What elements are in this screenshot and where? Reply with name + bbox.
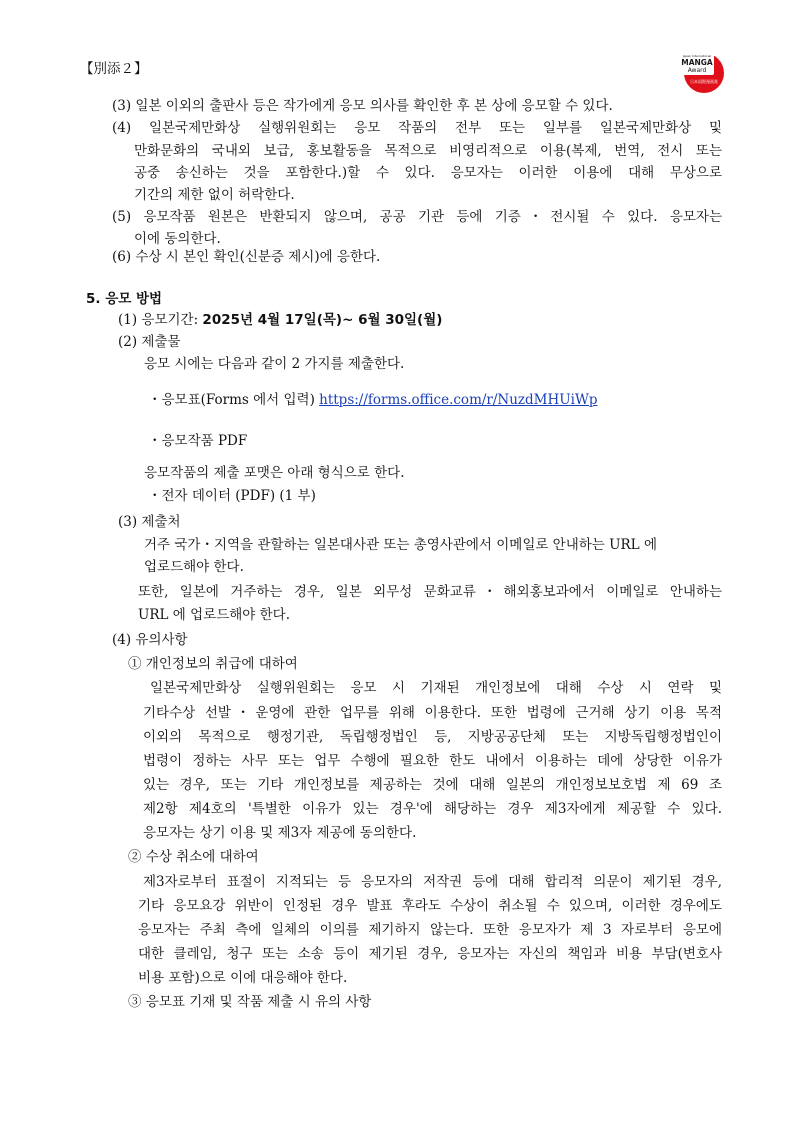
application-period-value: 2025년 4월 17일(목)~ 6월 30일(월) (202, 312, 443, 328)
pdf-item: ・응모작품 PDF (148, 433, 248, 449)
manga-award-logo-icon (676, 44, 726, 94)
note-1-line-4: 법령이 정하는 사무 또는 업무 수행에 필요한 한도 내에서 이용하는 데에 상당한 이유가 (143, 753, 722, 769)
destination-line-2: 업로드해야 한다. (144, 559, 244, 575)
notes-label: (4) 유의사항 (112, 632, 188, 648)
note-2-line-2: 기타 응모요강 위반이 인정된 경우 발표 후라도 수상이 취소될 수 있으며, 이러한 경우에도 (138, 898, 722, 914)
note-2-title: ② 수상 취소에 대하여 (128, 849, 259, 865)
note-2-line-5: 비용 포함)으로 이에 대응해야 한다. (138, 970, 348, 986)
note-1-line-2: 기타수상 선발・운영에 관한 업무를 위해 이용한다. 또한 법령에 근거해 상기 이용 목적 (143, 705, 722, 721)
attachment-label: 【別添２】 (80, 61, 148, 77)
application-period (118, 310, 442, 330)
condition-4-line-2: 만화문화의 국내외 보급, 홍보활동을 목적으로 비영리적으로 이용(복제, 번역, 전시 또는 (134, 143, 722, 159)
condition-6: (6) 수상 시 본인 확인(신분증 제시)에 응한다. (112, 249, 381, 265)
destination-line-4: URL 에 업로드해야 한다. (138, 607, 290, 623)
logo-text-award: Award (687, 67, 707, 74)
form-item-label: ・응모표(Forms 에서 입력) (148, 392, 320, 408)
application-period-label: (1) 응모기간: (118, 312, 203, 328)
format-intro: 응모작품의 제출 포맷은 아래 형식으로 한다. (144, 465, 405, 481)
destination-line-1: 거주 국가・지역을 관할하는 일본대사관 또는 총영사관에서 이메일로 안내하는 URL 에 (144, 537, 657, 553)
submission-label: (2) 제출물 (118, 334, 181, 350)
note-2-line-4: 대한 클레임, 청구 또는 소송 등이 제기된 경우, 응모자는 자신의 책임과 비용 부담(변호사 (138, 946, 722, 962)
logo-text-sub: 日本国際漫画賞 (690, 79, 718, 84)
form-item (148, 390, 598, 410)
note-1-line-7: 응모자는 상기 이용 및 제3자 제공에 동의한다. (143, 825, 417, 841)
format-item: ・전자 데이터 (PDF) (1 부) (148, 488, 316, 504)
note-3-title: ③ 응모표 기재 및 작품 제출 시 유의 사항 (128, 994, 372, 1010)
note-1-line-1: 일본국제만화상 실행위원회는 응모 시 기재된 개인정보에 대해 수상 시 연락 및 (150, 680, 722, 696)
condition-4-line-1: (4) 일본국제만화상 실행위원회는 응모 작품의 전부 또는 일부를 일본국제만화상 및 (112, 120, 722, 136)
condition-5-line-2: 이에 동의한다. (134, 231, 221, 247)
condition-4-line-3: 공중 송신하는 것을 포함한다.)할 수 있다. 응모자는 이러한 이용에 대해 무상으로 (134, 165, 722, 181)
note-1-line-6: 제2항 제4호의 '특별한 이유가 있는 경우'에 해당하는 경우 제3자에게 제공할 수 있다. (143, 801, 722, 817)
note-1-line-3: 이외의 목적으로 행정기관, 독립행정법인 등, 지방공공단체 또는 지방독립행정법인이 (143, 729, 722, 745)
note-1-line-5: 있는 경우, 또는 기타 개인정보를 제공하는 것에 대해 일본의 개인정보보호법 제 69 조 (143, 777, 722, 793)
condition-5-line-1: (5) 응모작품 원본은 반환되지 않으며, 공공 기관 등에 기증・전시될 수 있다. 응모자는 (112, 209, 722, 225)
note-1-title: ① 개인정보의 취급에 대하여 (128, 656, 298, 672)
destination-label: (3) 제출처 (118, 514, 181, 530)
logo-text-top: Japan International (682, 54, 712, 58)
note-2-line-3: 응모자는 주최 측에 일체의 이의를 제기하지 않는다. 또한 응모자가 제 3 자로부터 응모에 (138, 922, 722, 938)
forms-url-link[interactable]: https://forms.office.com/r/NuzdMHUiWp (319, 392, 598, 408)
logo-text-main: MANGA (681, 58, 713, 67)
destination-line-3: 또한, 일본에 거주하는 경우, 일본 외무성 문화교류・해외홍보과에서 이메일로 안내하는 (138, 584, 722, 600)
note-2-line-1: 제3자로부터 표절이 지적되는 등 응모자의 저작권 등에 대해 합리적 의문이 제기된 경우, (143, 874, 722, 890)
section-5-heading: 5. 응모 방법 (86, 291, 163, 307)
condition-4-line-4: 기간의 제한 없이 허락한다. (134, 187, 295, 203)
condition-3: (3) 일본 이외의 출판사 등은 작가에게 응모 의사를 확인한 후 본 상에 응모할 수 있다. (112, 98, 613, 114)
submission-intro: 응모 시에는 다음과 같이 2 가지를 제출한다. (144, 356, 405, 372)
